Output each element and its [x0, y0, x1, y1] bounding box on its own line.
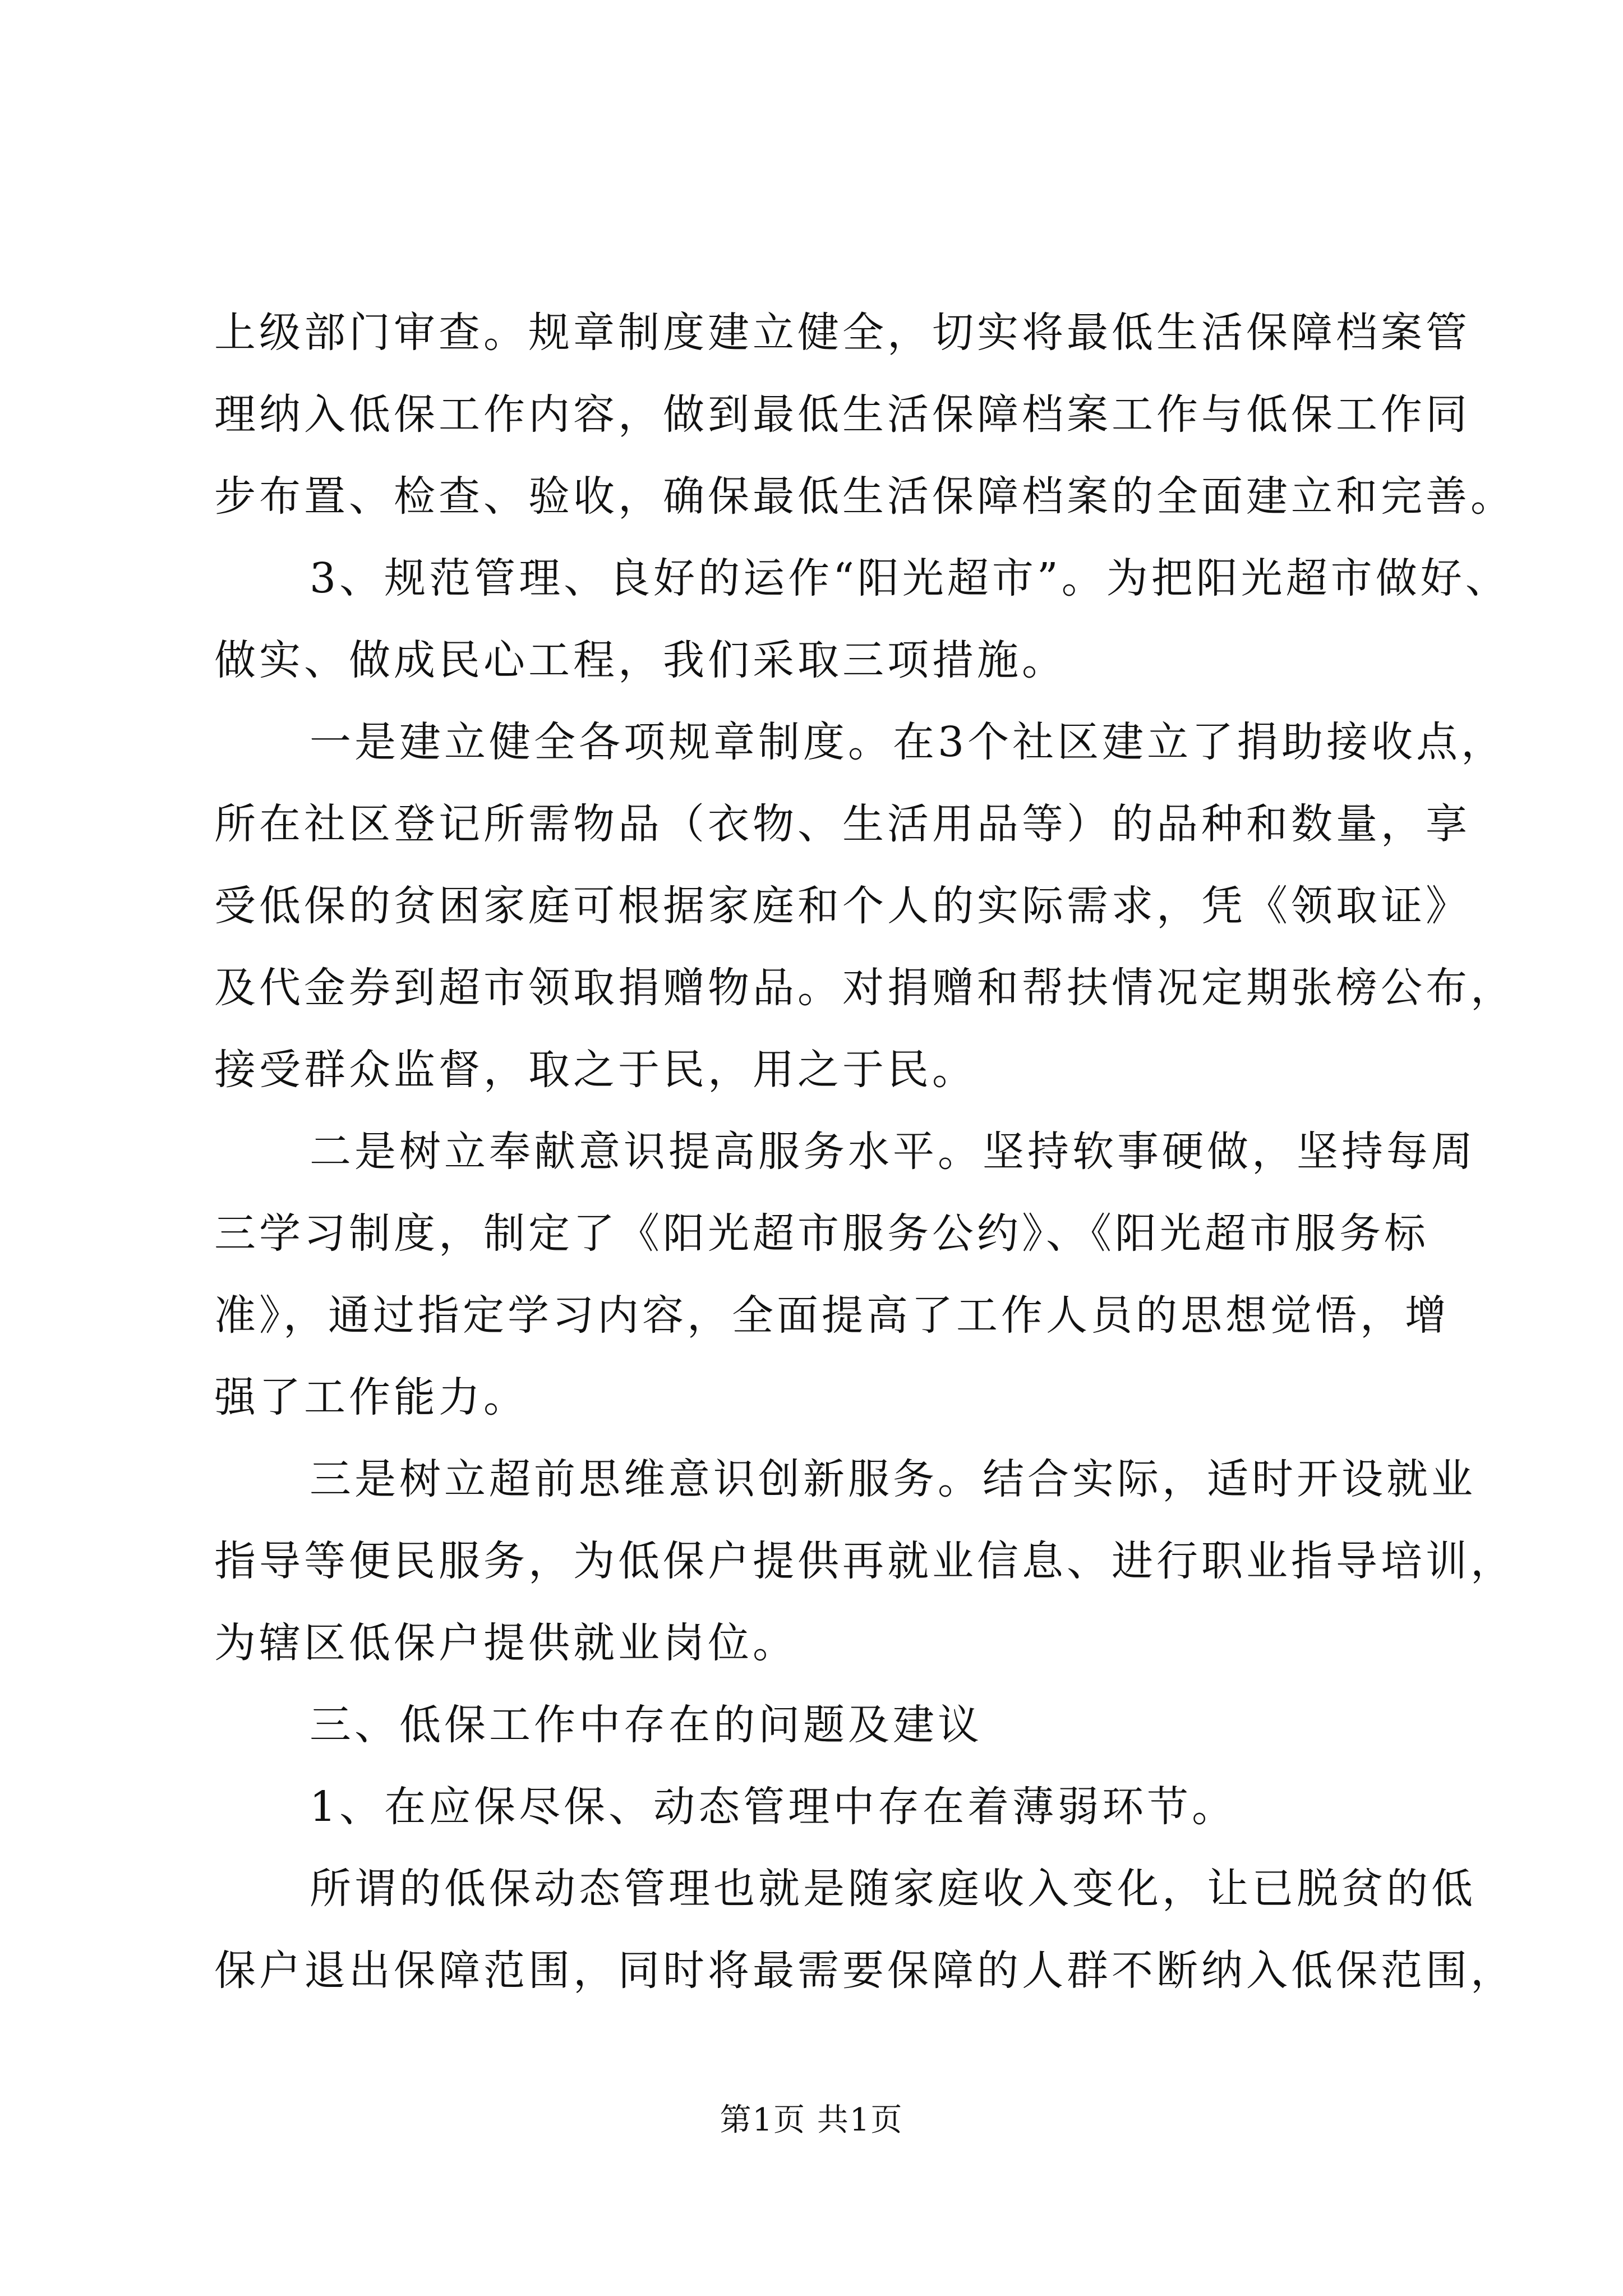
text-line-11: 二是树立奉献意识提高服务水平。坚持软事硬做，坚持每周 [310, 1128, 1476, 1176]
text-line-1: 上级部门审查。规章制度建立健全，切实将最低生活保障档案管 [214, 309, 1470, 357]
text-line-8: 受低保的贫困家庭可根据家庭和个人的实际需求，凭《领取证》 [214, 882, 1470, 930]
text-line-4: 3、规范管理、良好的运作“阳光超市”。为把阳光超市做好、 [310, 554, 1510, 602]
text-line-5: 做实、做成民心工程，我们采取三项措施。 [214, 636, 1067, 684]
text-line-6: 一是建立健全各项规章制度。在3个社区建立了捐助接收点， [310, 718, 1506, 766]
document-body [214, 292, 1515, 2012]
text-line-17: 为辖区低保户提供就业岗位。 [214, 1619, 797, 1667]
text-line-19: 1、在应保尽保、动态管理中存在着薄弱环节。 [310, 1783, 1237, 1831]
text-line-7: 所在社区登记所需物品（衣物、生活用品等）的品种和数量，享 [214, 800, 1470, 848]
text-line-20: 所谓的低保动态管理也就是随家庭收入变化，让已脱贫的低 [310, 1865, 1476, 1913]
page-footer: 第1页 共1页 [720, 2102, 903, 2138]
text-line-16: 指导等便民服务，为低保户提供再就业信息、进行职业指导培训， [214, 1537, 1515, 1585]
text-line-14: 强了工作能力。 [214, 1373, 528, 1421]
text-line-21: 保户退出保障范围，同时将最需要保障的人群不断纳入低保范围， [214, 1947, 1515, 1995]
text-line-3: 步布置、检查、验收，确保最低生活保障档案的全面建立和完善。 [214, 472, 1515, 521]
text-line-10: 接受群众监督，取之于民，用之于民。 [214, 1046, 977, 1094]
text-line-15: 三是树立超前思维意识创新服务。结合实际，适时开设就业 [310, 1455, 1476, 1503]
text-line-9: 及代金券到超市领取捐赠物品。对捐赠和帮扶情况定期张榜公布， [214, 964, 1515, 1012]
text-line-13: 准》，通过指定学习内容，全面提高了工作人员的思想觉悟，增 [214, 1291, 1450, 1340]
text-line-2: 理纳入低保工作内容，做到最低生活保障档案工作与低保工作同 [214, 390, 1470, 439]
text-line-12: 三学习制度，制定了《阳光超市服务公约》、《阳光超市服务标 [214, 1209, 1429, 1258]
section-heading: 三、低保工作中存在的问题及建议 [310, 1701, 983, 1749]
